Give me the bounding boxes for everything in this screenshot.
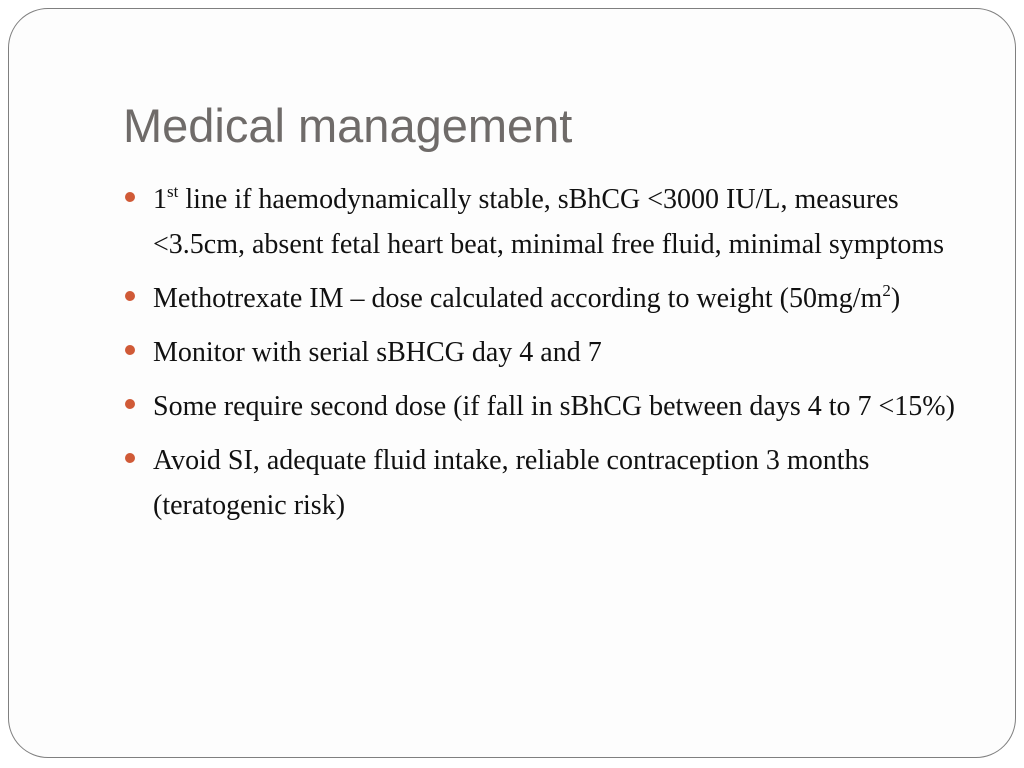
slide-title: Medical management (123, 99, 573, 152)
bullet-text-prefix: Methotrexate IM – dose calculated according to weight (50mg/m (153, 283, 883, 314)
bullet-dot-icon (125, 192, 135, 202)
bullet-item-second-dose (123, 384, 983, 429)
bullet-text-prefix: Avoid SI, adequate fluid intake, reliable contraception 3 months (teratogenic risk) (153, 445, 870, 521)
bullet-text-prefix: 1 (153, 184, 167, 215)
bullet-list (123, 177, 983, 537)
bullet-dot-icon (125, 399, 135, 409)
slide-frame (8, 8, 1016, 758)
bullet-dot-icon (125, 345, 135, 355)
bullet-dot-icon (125, 291, 135, 301)
bullet-item-advice (123, 438, 983, 528)
bullet-item-first-line-criteria (123, 177, 983, 267)
bullet-text-prefix: Some require second dose (if fall in sBhCG between days 4 to 7 <15%) (153, 391, 955, 422)
bullet-item-monitoring (123, 330, 983, 375)
bullet-item-methotrexate-dose (123, 276, 983, 321)
bullet-superscript: 2 (882, 281, 891, 300)
bullet-text-prefix: Monitor with serial sBHCG day 4 and 7 (153, 337, 602, 368)
bullet-dot-icon (125, 453, 135, 463)
bullet-text: ) (890, 283, 901, 314)
bullet-superscript: st (167, 182, 179, 201)
bullet-text: line if haemodynamically stable, sBhCG <3000 IU/L, measures <3.5cm, absent fetal heart beat, minimal free fluid, minimal symptoms (153, 184, 945, 260)
